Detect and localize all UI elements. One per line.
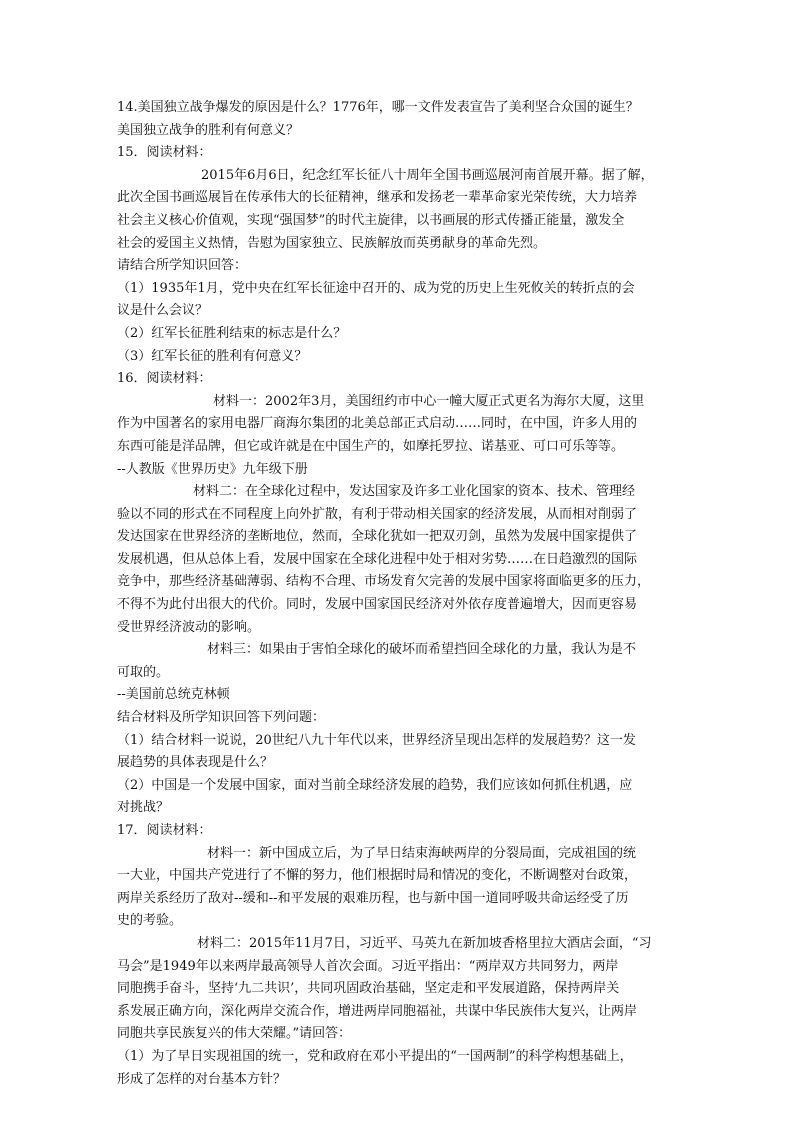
q17-material2-line-2: 马会”是1949年以来两岸最高领导人首次会面。习近平指出：“两岸双方共同努力，两岸 <box>117 958 619 974</box>
q16-sub1-line-2: 展趋势的具体表现是什么？ <box>117 755 274 771</box>
q15-sub1-line-2: 议是什么会议？ <box>117 303 209 319</box>
q16-sub2-line-1: （2）中国是一个发展中国家，面对当前全球经济发展的趋势，我们应该如何抓住机遇，应 <box>117 777 633 793</box>
q15-sub1-line-1: （1）1935年1月，党中央在红军长征途中召开的、成为党的历史上生死攸关的转折点的会 <box>117 280 635 296</box>
q16-material2-line-5: 竞争中，那些经济基础薄弱、结构不合理、市场发育欠完善的发展中国家将面临更多的压力， <box>117 574 651 590</box>
q15-sub3: （3）红军长征的胜利有何意义？ <box>117 348 308 364</box>
q17-sub1-line-1: （1）为了早日实现祖国的统一，党和政府在邓小平提出的“一国两制”的科学构想基础上， <box>117 1048 633 1064</box>
q17-material1-line-1: 材料一：新中国成立后，为了早日结束海峡两岸的分裂局面，完成祖国的统 <box>207 845 637 861</box>
q16-material3-line-2: 可取的。 <box>117 664 170 680</box>
q15-material-line-1: 2015年6月6日，纪念红军长征八十周年全国书画巡展河南首展开幕。据了解， <box>201 167 654 183</box>
q15-material-line-3: 社会主义核心价值观，实现“强国梦”的时代主旋律，以书画展的形式传播正能量，激发全 <box>117 212 625 228</box>
q16-prompt: 结合材料及所学知识回答下列问题： <box>117 710 326 726</box>
q16-material2-line-7: 受世界经济波动的影响。 <box>117 619 261 635</box>
q16-heading: 16．阅读材料： <box>117 371 212 387</box>
q17-material2-line-5: 同胞共享民族复兴的伟大荣耀。”请回答： <box>117 1026 352 1042</box>
q14-line-1: 14.美国独立战争爆发的原因是什么？1776年，哪一文件发表宣告了美利坚合众国的诞生？ <box>117 100 639 115</box>
q16-material2-line-4: 发展机遇，但从总体上看，发展中国家在全球化进程中处于相对劣势……在日趋激烈的国际 <box>117 551 638 567</box>
q16-material1-line-2: 作为中国著名的家用电器厂商海尔集团的北美总部正式启动……同时，在中国，许多人用的 <box>117 416 638 432</box>
q17-material2-line-4: 系发展正确方向，深化两岸交流合作，增进两岸同胞福祉，共谋中华民族伟大复兴，让两岸 <box>117 1003 638 1019</box>
q16-sub1-line-1: （1）结合材料一说说，20世纪八九十年代以来，世界经济呈现出怎样的发展趋势？这一发 <box>117 732 636 748</box>
q17-sub1-line-2: 形成了怎样的对台基本方针？ <box>117 1071 287 1087</box>
q15-heading: 15．阅读材料： <box>117 145 212 161</box>
q16-material1-line-1: 材料一：2002年3月，美国纽约市中心一幢大厦正式更名为海尔大厦，这里 <box>213 393 645 409</box>
q17-material1-line-4: 史的考验。 <box>117 913 183 929</box>
q16-material1-source: --人教版《世界历史》九年级下册 <box>117 461 308 477</box>
q17-heading: 17．阅读材料： <box>117 823 212 838</box>
q16-material3-source: --美国前总统克林顿 <box>117 687 230 703</box>
q15-material-line-2: 此次全国书画巡展旨在传承伟大的长征精神，继承和发扬老一辈革命家光荣传统，大力培养 <box>117 190 638 206</box>
q17-material2-line-3: 同胞携手奋斗，坚持‘九二共识’，共同巩固政治基础，坚定走和平发展道路，保持两岸关 <box>117 981 620 997</box>
q17-material2-line-1: 材料二：2015年11月7日，习近平、马英九在新加坡香格里拉大酒店会面，“习 <box>197 935 652 951</box>
q16-material1-line-3: 东西可能是洋品牌，但它或许就是在中国生产的，如摩托罗拉、诺基亚、可口可乐等等。 <box>117 438 625 454</box>
document-page <box>117 97 677 1091</box>
q14-line-2: 美国独立战争的胜利有何意义？ <box>117 122 300 138</box>
q16-material3-line-1: 材料三：如果由于害怕全球化的破坏而希望挡回全球化的力量，我认为是不 <box>207 642 637 658</box>
q17-material1-line-3: 两岸关系经历了敌对--缓和--和平发展的艰难历程，也与新中国一道同呼吸共命运经受了历 <box>117 890 629 906</box>
q16-material2-line-1: 材料二：在全球化过程中，发达国家及许多工业化国家的资本、技术、管理经 <box>193 484 636 500</box>
q16-sub2-line-2: 对挑战？ <box>117 800 170 816</box>
q15-material-line-4: 社会的爱国主义热情，告慰为国家独立、民族解放而英勇献身的革命先烈。 <box>117 235 547 251</box>
q15-sub2: （2）红军长征胜利结束的标志是什么？ <box>117 325 347 341</box>
q16-material2-line-2: 验以不同的形式在不同程度上向外扩散，有利于带动相关国家的经济发展，从而相对削弱了 <box>117 506 638 522</box>
q16-material2-line-6: 不得不为此付出很大的代价。同时，发展中国家国民经济对外依存度普遍增大，因而更容易 <box>117 597 638 613</box>
q15-prompt: 请结合所学知识回答： <box>117 258 248 274</box>
q16-material2-line-3: 发达国家在世界经济的垄断地位，然而，全球化犹如一把双刃剑，虽然为发展中国家提供了 <box>117 529 638 545</box>
q17-material1-line-2: 一大业，中国共产党进行了不懈的努力，他们根据时局和情况的变化，不断调整对台政策， <box>117 868 638 884</box>
